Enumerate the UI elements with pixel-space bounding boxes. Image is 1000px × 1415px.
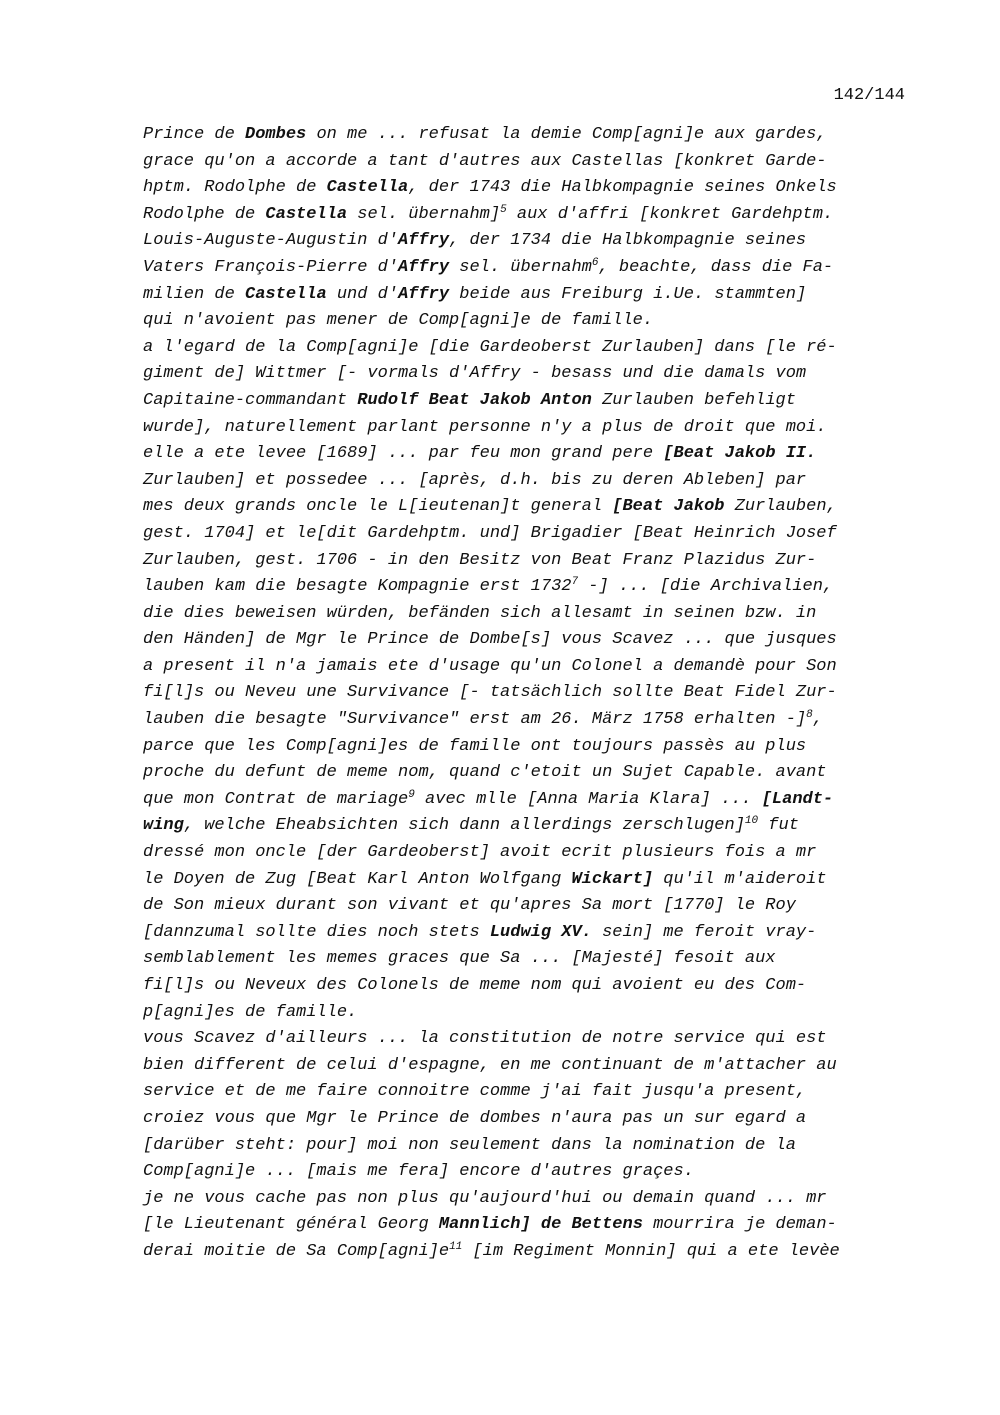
text-line [143, 282, 913, 309]
bold-name: Affry [398, 231, 450, 251]
bold-name: wing [143, 816, 184, 836]
text-run: derai moitie de Sa Comp[agni]e [143, 1241, 450, 1261]
bold-name: Rudolf Beat Jakob Anton [357, 390, 592, 410]
text-line [143, 734, 913, 761]
text-run: on me ... refusat la demie Comp[agni]e aux gardes, [306, 125, 827, 144]
text-line [143, 840, 913, 867]
text-run: Louis-Auguste-Augustin d' [143, 231, 399, 251]
text-run: gest. 1704] et le[dit Gardehptm. und] Brigadier [Beat Heinrich Josef [143, 523, 837, 543]
text-line [143, 973, 913, 1000]
text-line [143, 468, 913, 495]
bold-name: Castella [245, 284, 327, 304]
page-number: 142/144 [833, 86, 905, 105]
text-run: , der 1734 die Halbkompagnie seines [449, 231, 807, 251]
text-line [143, 1159, 913, 1186]
text-run: a l'egard de la Comp[agni]e [die Gardeoberst Zurlauben] dans [le ré- [143, 337, 837, 357]
text-line [143, 388, 913, 415]
bold-name: Castella [265, 204, 348, 224]
text-line [143, 548, 913, 575]
bold-name: Ludwig XV. [489, 922, 592, 942]
text-line [143, 202, 913, 229]
text-run: , der 1743 die Halbkompagnie seines Onkels [408, 178, 837, 198]
bold-name: Affry [398, 257, 450, 277]
text-run: hptm. Rodolphe de [143, 178, 327, 198]
bold-name: Castella [326, 178, 409, 198]
text-line [143, 521, 913, 548]
text-run: fi[l]s ou Neveu une Survivance [- tatsächlich sollte Beat Fidel Zur- [143, 683, 837, 703]
text-line [143, 1106, 913, 1133]
text-run: a present il n'a jamais ete d'usage qu'un Colonel a demandè pour Son [143, 656, 837, 676]
bold-name: [Beat Jakob II. [663, 444, 817, 464]
text-run: service et de me faire connoitre comme j'ai fait jusqu'a present, [143, 1082, 807, 1102]
footnote-marker: 7 [571, 576, 579, 589]
text-line [143, 813, 913, 840]
text-run: den Händen] de Mgr le Prince de Dombe[s] vous Scavez ... que jusques [143, 630, 837, 650]
text-run: dressé mon oncle [der Gardeoberst] avoit ecrit plusieurs fois a mr [143, 843, 817, 863]
text-line [143, 601, 913, 628]
text-run: Comp[agni]e ... [mais me fera] encore d'autres graçes. [143, 1162, 694, 1182]
text-line [143, 787, 913, 814]
footnote-marker: 5 [500, 203, 507, 216]
text-run: vous Scavez d'ailleurs ... la constitution de notre service qui est [143, 1029, 827, 1049]
text-run: -] ... [die Archivalien, [578, 577, 834, 597]
text-run: [im Regiment Monnin] qui a ete levèe [462, 1241, 840, 1261]
footnote-marker: 9 [408, 788, 415, 801]
text-run: , welche Eheabsichten sich dann allerdings zerschlugen] [183, 816, 745, 836]
text-line [143, 1133, 913, 1160]
text-line [143, 760, 913, 787]
text-run: lauben die besagte "Survivance" erst am 26. März 1758 erhalten -] [143, 710, 807, 730]
text-run: croiez vous que Mgr le Prince de dombes n'aura pas un sur egard a [143, 1108, 807, 1128]
text-run: elle a ete levee [1689] ... par feu mon grand pere [143, 444, 664, 464]
text-run: [le Lieutenant général Georg [143, 1215, 439, 1235]
text-run: Zurlauben, [724, 497, 837, 517]
text-line [143, 441, 913, 468]
text-line [143, 149, 913, 176]
text-line [143, 122, 913, 149]
text-run: proche du defunt de meme nom, quand c'etoit un Sujet Capable. avant [143, 763, 827, 783]
bold-name: Dombes [245, 125, 307, 144]
text-run: und d' [326, 284, 399, 304]
text-run: fi[l]s ou Neveux des Colonels de meme nom qui avoient eu des Com- [143, 976, 807, 995]
text-line [143, 680, 913, 707]
text-run: wurde], naturellement parlant personne n'y a plus de droit que moi. [143, 417, 827, 437]
text-line [143, 867, 913, 894]
text-line [143, 707, 913, 734]
text-run: Prince de [143, 125, 246, 144]
text-run: Capitaine-commandant [143, 390, 358, 410]
text-run: sel. übernahm] [347, 204, 501, 224]
footnote-marker: 8 [806, 709, 813, 722]
text-line [143, 1053, 913, 1080]
text-line [143, 494, 913, 521]
text-line [143, 415, 913, 442]
text-run: Rodolphe de [143, 204, 266, 224]
text-run: beide aus Freiburg i.Ue. stammten] [449, 284, 807, 304]
text-run: de Son mieux durant son vivant et qu'apres Sa mort [1770] le Roy [143, 896, 796, 916]
text-line [143, 1212, 913, 1239]
text-line [143, 1026, 913, 1053]
text-run: lauben kam die besagte Kompagnie erst 1732 [143, 577, 572, 597]
text-line [143, 1186, 913, 1213]
text-run: grace qu'on a accorde a tant d'autres aux Castellas [konkret Garde- [143, 151, 827, 171]
text-run: mourrira je deman- [642, 1215, 837, 1235]
text-run: sein] me feroit vray- [591, 922, 817, 942]
text-run: qu'il m'aideroit [653, 869, 827, 889]
text-line [143, 920, 913, 947]
text-line [143, 228, 913, 255]
footnote-marker: 11 [449, 1240, 463, 1253]
footnote-marker: 6 [591, 256, 599, 269]
text-run: Vaters François-Pierre d' [143, 257, 399, 277]
text-line [143, 654, 913, 681]
text-run: die dies beweisen würden, befänden sich allesamt in seinen bzw. in [143, 603, 817, 623]
text-run: je ne vous cache pas non plus qu'aujourd'hui ou demain quand ... mr [143, 1188, 827, 1208]
bold-name: Mannlich] de Bettens [438, 1215, 643, 1235]
text-run: [darüber steht: pour] moi non seulement dans la nomination de la [143, 1135, 796, 1155]
text-run: parce que les Comp[agni]es de famille ont toujours passès au plus [143, 736, 807, 756]
text-run: bien different de celui d'espagne, en me continuant de m'attacher au [143, 1055, 837, 1075]
text-run: giment de] Wittmer [- vormals d'Affry - besass und die damals vom [143, 364, 807, 384]
text-line [143, 1000, 913, 1027]
text-line [143, 1079, 913, 1106]
text-run: , [812, 710, 823, 730]
text-run: Zurlauben, gest. 1706 - in den Besitz von Beat Franz Plazidus Zur- [143, 550, 817, 570]
text-line [143, 335, 913, 362]
text-line [143, 627, 913, 654]
text-run: qui n'avoient pas mener de Comp[agni]e de famille. [143, 311, 654, 331]
text-run: p[agni]es de famille. [143, 1002, 358, 1022]
text-line [143, 308, 913, 335]
body-text [143, 122, 913, 1266]
text-run: que mon Contrat de mariage [143, 789, 409, 809]
bold-name: Wickart] [571, 869, 654, 889]
text-run: avec mlle [Anna Maria Klara] ... [414, 789, 762, 809]
text-run: Zurlauben befehligt [591, 390, 796, 410]
footnote-marker: 10 [744, 815, 759, 828]
text-run: Zurlauben] et possedee ... [après, d.h. bis zu deren Ableben] par [143, 470, 807, 490]
text-line [143, 361, 913, 388]
text-run: milien de [143, 284, 246, 304]
bold-name: Affry [398, 284, 450, 304]
text-line [143, 255, 913, 282]
text-line [143, 946, 913, 973]
text-line [143, 893, 913, 920]
text-run: sel. übernahm [449, 257, 592, 277]
text-run: le Doyen de Zug [Beat Karl Anton Wolfgang [143, 869, 572, 889]
text-line [143, 1239, 913, 1266]
text-run: , beachte, dass die Fa- [598, 257, 834, 277]
text-line [143, 175, 913, 202]
bold-name: [Beat Jakob [612, 497, 725, 517]
text-run: aux d'affri [konkret Gardehptm. [506, 204, 834, 224]
text-run: semblablement les memes graces que Sa ... [Majesté] fesoit aux [143, 949, 776, 969]
text-run: [dannzumal sollte dies noch stets [143, 922, 490, 942]
text-line [143, 574, 913, 601]
text-run: mes deux grands oncle le L[ieutenan]t general [143, 497, 613, 517]
bold-name: [Landt- [761, 789, 834, 809]
text-run: fut [758, 816, 799, 836]
